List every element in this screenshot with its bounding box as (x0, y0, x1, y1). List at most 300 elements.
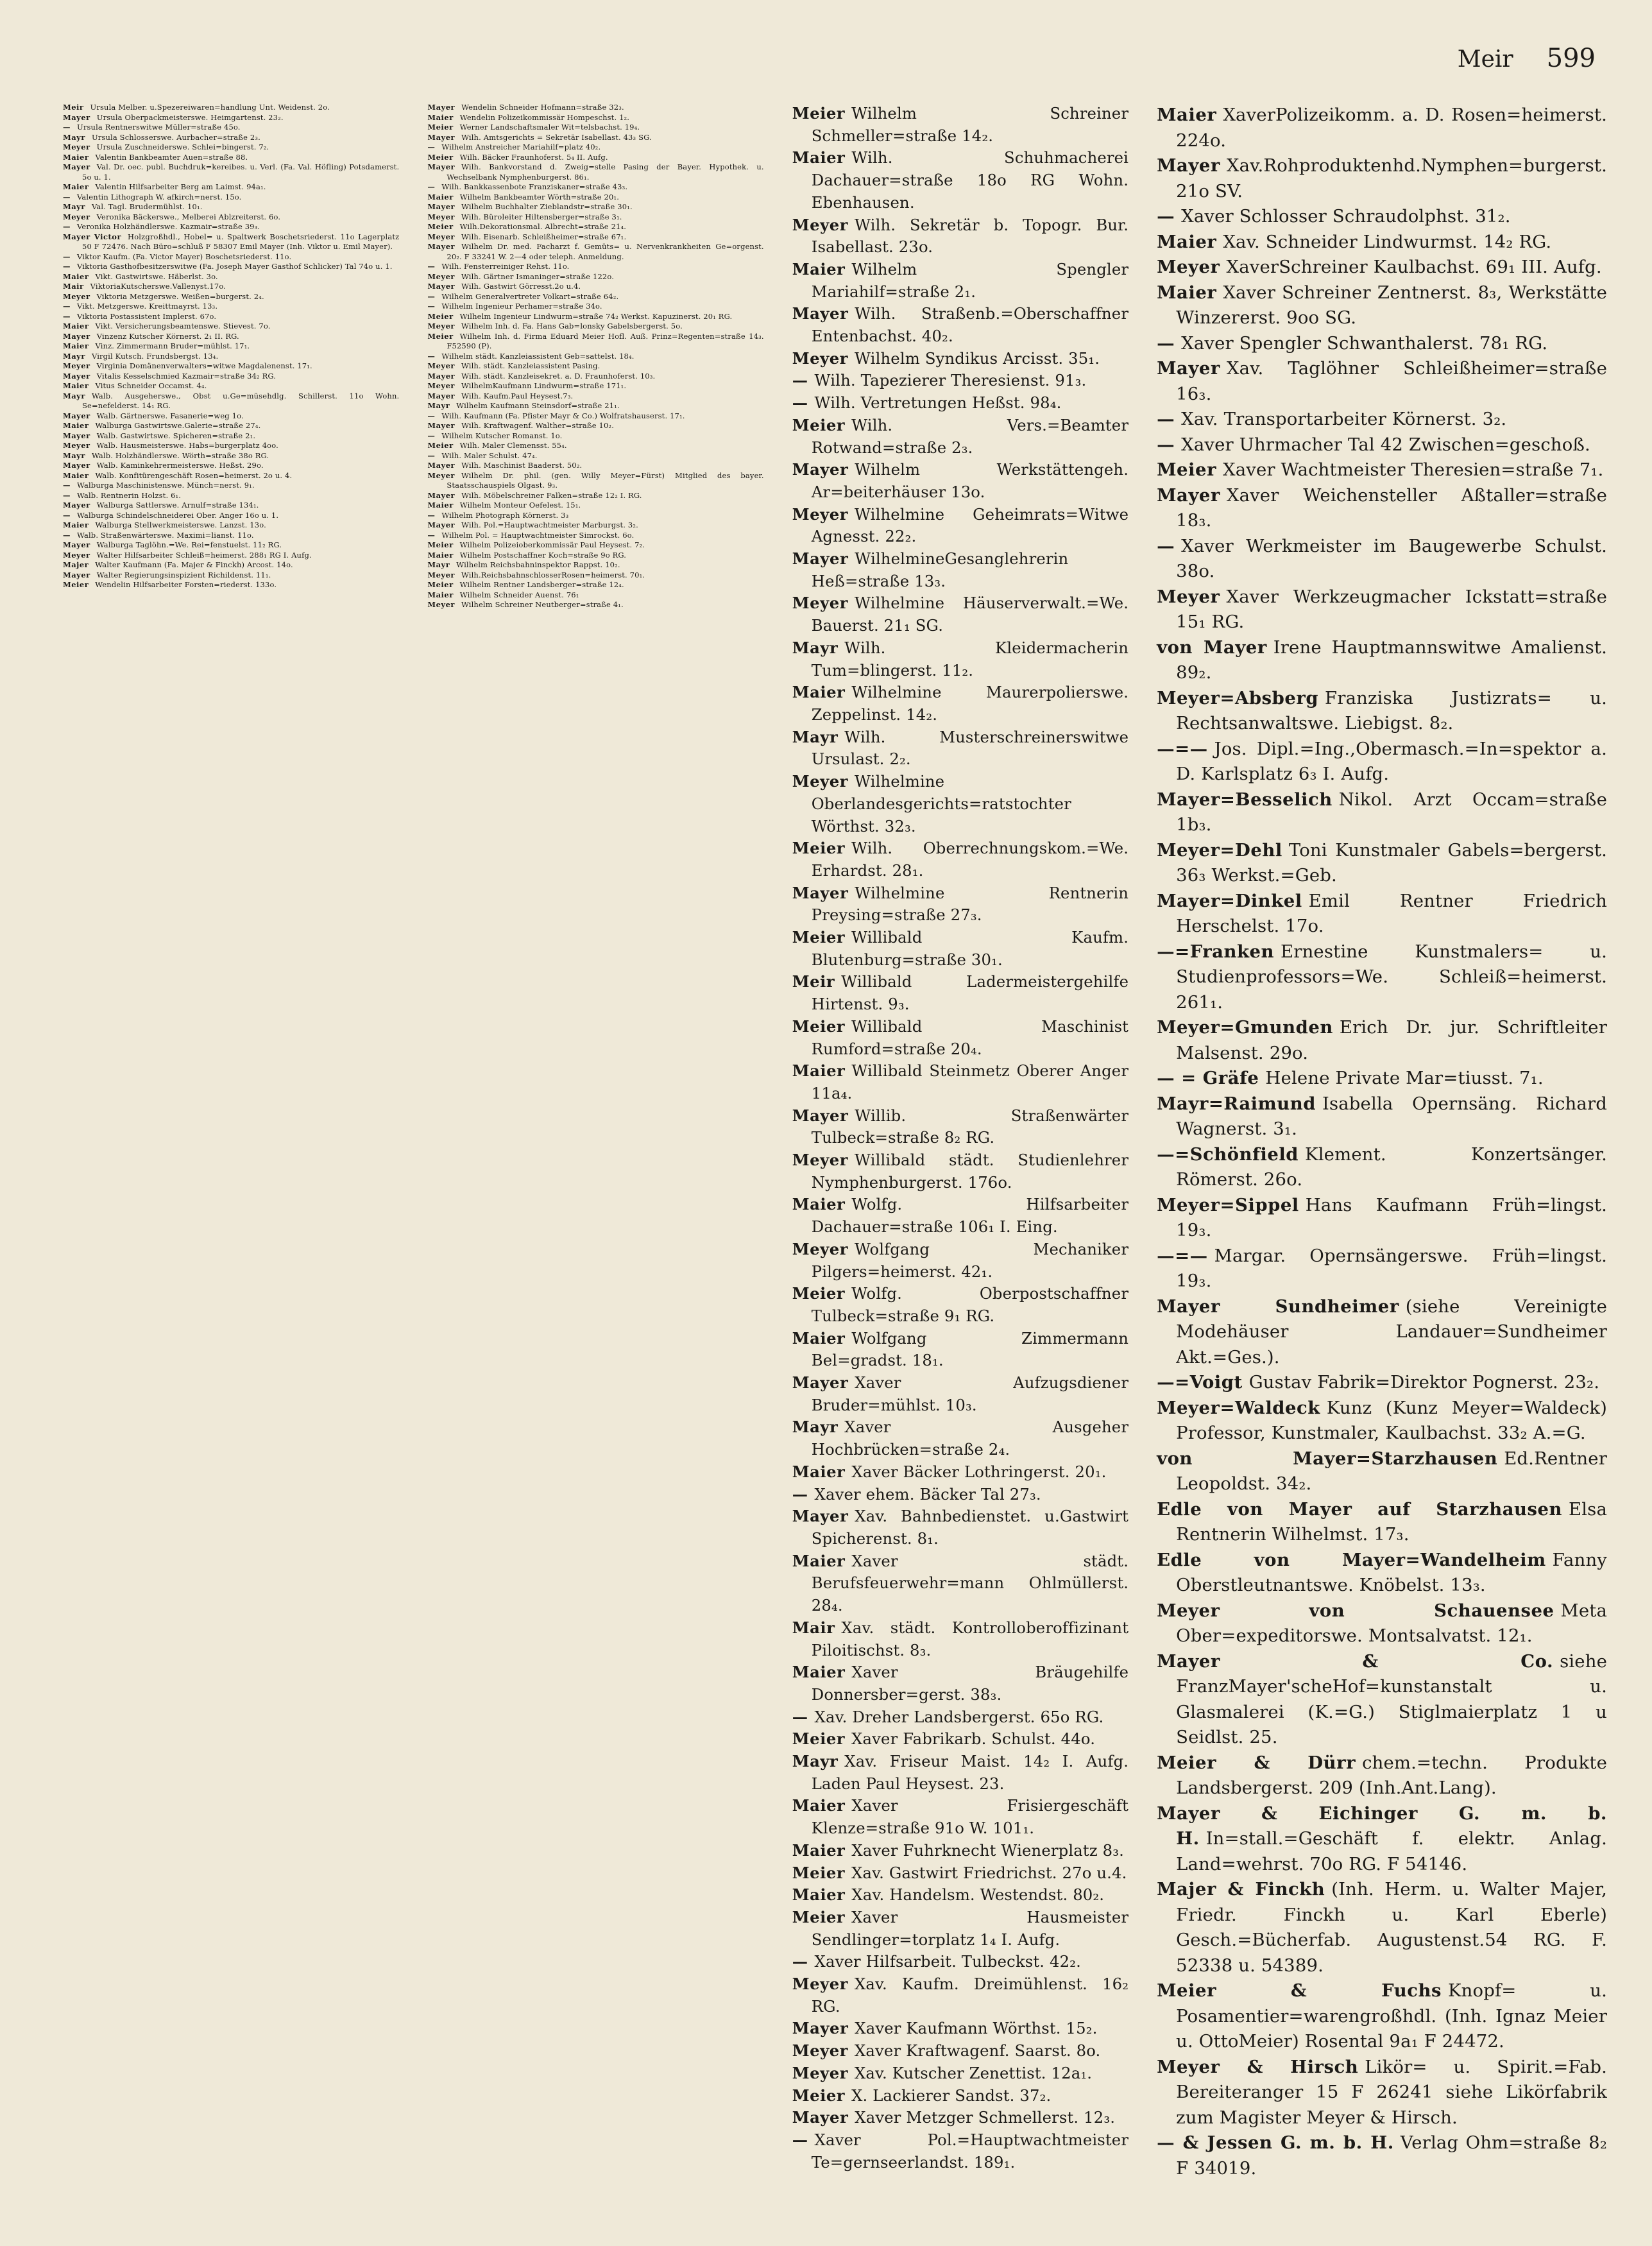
entry-surname: Mair (63, 282, 84, 291)
entry-surname: Mayer (427, 162, 456, 171)
directory-entry (427, 421, 763, 431)
directory-entry (792, 2062, 1128, 2085)
directory-entry (427, 193, 763, 203)
entry-surname: Meyer=Gmunden (1157, 1017, 1333, 1038)
directory-entry (427, 222, 763, 232)
entry-details: Franziska Justizrats= u. Rechtsanwaltswe. Liebigst. 8₂. (1176, 687, 1607, 733)
entry-details: Wolfgang Mechaniker Pilgers=heimerst. 42₁. (811, 1239, 1129, 1281)
directory-entry (792, 637, 1128, 682)
entry-surname: Meir (792, 972, 835, 991)
directory-entry (792, 103, 1128, 147)
directory-entry (792, 1060, 1128, 1104)
entry-surname: Mayer (792, 2108, 849, 2127)
entry-surname: Meyer (792, 1239, 848, 1258)
entry-details: Walburga Stellwerkmeisterswe. Lanzst. 13o. (95, 520, 266, 529)
entry-details: Xaver Werkmeister im Baugewerbe Schulst. 38o. (1176, 535, 1607, 581)
entry-surname: Maier (1157, 105, 1217, 125)
entry-details: Xav. Handelsm. Westendst. 80₂. (851, 1885, 1105, 1905)
directory-entry (792, 214, 1128, 259)
entry-surname: Meyer (1157, 257, 1220, 277)
entry-details: Wilh. Musterschreinerswitwe Ursulast. 2₂. (811, 727, 1129, 769)
entry-details: Helene Private Mar=tiusst. 7₁. (1265, 1068, 1544, 1088)
entry-details: Wendelin Polizeikommissär Hompeschst. 1₂. (459, 112, 630, 122)
directory-entry (427, 142, 763, 153)
directory-entry (427, 332, 763, 352)
entry-details: Wilh. Büroleiter Hiltensberger=straße 3₁. (461, 212, 622, 221)
entry-details: Wilhelm Syndikus Arcisst. 35₁. (854, 348, 1100, 368)
entry-surname: Mayer Victor (63, 232, 122, 241)
directory-entry (63, 491, 399, 501)
entry-details: Xaver Fuhrknecht Wienerplatz 8₃. (851, 1840, 1125, 1860)
entry-surname: Mayer (63, 540, 90, 549)
entry-surname: Mayer (1157, 358, 1220, 379)
entry-surname: — (792, 1707, 808, 1726)
entry-surname: Mayr (792, 1752, 839, 1771)
entry-surname: — (792, 371, 808, 390)
directory-entry (1157, 1751, 1607, 1801)
entry-details: Wilh. Pol.=Hauptwachtmeister Marburgst. 3₂. (461, 520, 638, 529)
directory-entry (427, 113, 763, 123)
entry-details: Vikt. Versicherungsbeamtenswe. Stievest. 7o. (95, 321, 271, 330)
entry-details: Wilhelmine Häuserverwalt.=We. Bauerst. 21₁ SG. (811, 594, 1129, 635)
directory-entry (792, 1416, 1128, 1461)
entry-details: Wilhelm Kutscher Romanst. 1o. (441, 431, 563, 440)
entry-surname: Meier (427, 222, 454, 231)
entry-surname: — (63, 123, 71, 132)
directory-entry (792, 259, 1128, 303)
entry-details: Wilh. Kaufmann (Fa. Pfister Mayr & Co.) Wolfratshauserst. 17₁. (441, 411, 685, 420)
entry-surname: Mayr (792, 727, 839, 746)
entry-surname: — (427, 302, 436, 311)
directory-entry (792, 1194, 1128, 1238)
entry-details: Walb. Rentnerin Holzst. 6₁. (77, 490, 182, 500)
directory-entry (427, 312, 763, 322)
entry-surname: — (427, 431, 436, 440)
directory-entry (63, 471, 399, 481)
entry-details: Walb. Straßenwärterswe. Maximi=lianst. 11o. (77, 530, 254, 540)
entry-details: Wilhelm Inh. d. Firma Eduard Meier Hofl. Auß. Prinz=Regenten=straße 14₃. F52590 (P). (447, 331, 764, 350)
directory-entry (427, 282, 763, 292)
entry-surname: Meyer (427, 381, 455, 390)
entry-details: Walburga Maschinistenswe. Münch=nerst. 9₁. (77, 481, 255, 490)
entry-details: Xaver ehem. Bäcker Tal 27₃. (814, 1484, 1041, 1504)
directory-entry (427, 451, 763, 461)
entry-details: Wilh. Oberrechnungskom.=We. Erhardst. 28₁. (811, 839, 1129, 880)
directory-entry (63, 570, 399, 581)
directory-entry (1157, 1801, 1607, 1878)
entry-details: Wilh. Gärtner Ismaninger=straße 122o. (461, 271, 615, 281)
entry-details: Walter Regierungsinspizient Richildenst. 11₁. (96, 570, 271, 579)
entry-surname: Maier (792, 1551, 846, 1570)
entry-details: Klement. Konzertsänger. Römerst. 26o. (1176, 1144, 1607, 1190)
entry-details: XaverPolizeikomm. a. D. Rosen=heimerst. 224o. (1176, 105, 1607, 151)
entry-surname: Maier (792, 1061, 846, 1081)
directory-entry (792, 370, 1128, 392)
entry-details: Xav. städt. Kontrolloberoffizinant Piloitischst. 8₃. (811, 1618, 1129, 1659)
entry-surname: Edle von Mayer=Wandelheim (1157, 1549, 1546, 1570)
directory-entry (792, 1728, 1128, 1751)
entry-details: Valentin Hilfsarbeiter Berg am Laimst. 94a₁. (95, 182, 266, 191)
directory-entry (427, 262, 763, 272)
entry-surname: Mayer (63, 162, 90, 171)
entry-surname: Meyer (792, 215, 848, 234)
directory-entry (792, 1751, 1128, 1795)
directory-entry (792, 837, 1128, 882)
entry-surname: Meyer (427, 570, 455, 579)
directory-entry (427, 381, 763, 391)
entry-details: Wilhelmine Geheimrats=Witwe Agnesst. 22₂. (811, 504, 1129, 546)
entry-surname: Maier (63, 152, 89, 162)
entry-details: Wilhelm Monteur Oefelest. 15₁. (459, 501, 581, 510)
entry-surname: — (427, 182, 436, 191)
entry-details: Wendelin Schneider Hofmann=straße 32₃. (461, 103, 624, 112)
entry-surname: Maier (63, 381, 89, 390)
entry-surname: Mayr (63, 202, 85, 211)
entry-surname: Mayer (792, 883, 849, 902)
directory-entry (792, 548, 1128, 592)
entry-surname: Mayer (427, 282, 456, 291)
entry-surname: Meyer (427, 361, 455, 370)
entry-details: Wilh. Vertretungen Heßst. 98₄. (814, 393, 1062, 413)
directory-entry (63, 193, 399, 203)
directory-entry (1157, 356, 1607, 407)
directory-entry (427, 551, 763, 561)
entry-details: Virgil Kutsch. Frundsbergst. 13₄. (91, 351, 219, 361)
directory-entry (63, 520, 399, 531)
entry-details: Xaver Fabrikarb. Schulst. 44o. (851, 1729, 1096, 1749)
entry-surname: Meier (792, 839, 846, 858)
entry-surname: Meier (427, 441, 454, 450)
entry-details: Valentin Bankbeamter Auen=straße 88. (95, 152, 248, 162)
directory-entry (427, 212, 763, 223)
entry-surname: Mayer (427, 202, 456, 211)
directory-entry (63, 501, 399, 511)
entry-details: Xaver städt. Berufsfeuerwehr=mann Ohlmüllerst. 28₄. (811, 1551, 1129, 1615)
directory-entry (792, 1795, 1128, 1839)
entry-details: Wilhelm Schreiner Schmeller=straße 14₂. (811, 104, 1129, 145)
entry-surname: Mayr (427, 401, 450, 410)
entry-surname: Maier (427, 550, 454, 560)
entry-surname: Majer & Finckh (1157, 1879, 1325, 1899)
entry-details: Viktoria Postassistent Implerst. 67o. (77, 311, 217, 321)
entry-surname: Meier & Fuchs (1157, 1980, 1442, 2001)
entry-details: Isabella Opernsäng. Richard Wagnerst. 3₁. (1176, 1093, 1607, 1139)
entry-surname: —=— (1157, 738, 1208, 759)
entry-details: WilhelmineGesanglehrerin Heß=straße 13₃. (811, 549, 1069, 590)
directory-entry (1157, 1244, 1607, 1294)
directory-entry (427, 471, 763, 491)
entry-details: Werner Landschaftsmaler Wit=telsbachst. 19₄. (459, 123, 640, 132)
entry-details: Willibald Kaufm. Blutenburg=straße 30₁. (811, 928, 1129, 969)
directory-entry (792, 1016, 1128, 1060)
entry-surname: Maier (792, 1840, 846, 1860)
directory-entry (63, 560, 399, 570)
entry-details: Xav. Kaufm. Dreimühlenst. 16₂ RG. (811, 1975, 1129, 2016)
entry-surname: Mayer (427, 371, 456, 381)
entry-surname: — (427, 530, 436, 540)
column-3 (792, 103, 1128, 2220)
entry-surname: Meyer (427, 232, 455, 241)
directory-entry (63, 341, 399, 352)
directory-entry (427, 232, 763, 243)
entry-details: Xaver Hausmeister Sendlinger=torplatz 1₄ I. Aufg. (811, 1907, 1129, 1949)
entry-surname: Mayer (427, 421, 456, 430)
directory-entry (1157, 2130, 1607, 2181)
column-1 (63, 103, 399, 2220)
entry-surname: Maier (792, 1796, 846, 1815)
directory-entry (63, 540, 399, 551)
entry-details: Xaver Schlosser Schraudolphst. 31₂. (1181, 206, 1511, 227)
entry-surname: — (792, 1952, 808, 1971)
entry-details: Wilhelm Photograph Körnerst. 3₃ (441, 510, 569, 520)
entry-details: Wilh. Schuhmacherei Dachauer=straße 18o RG Wohn. Ebenhausen. (811, 148, 1129, 212)
directory-entry (792, 1328, 1128, 1372)
entry-surname: — (1157, 206, 1175, 227)
directory-entry (63, 312, 399, 322)
entry-surname: Mayer (427, 490, 456, 500)
entry-surname: — (63, 262, 71, 271)
entry-surname: Mayer Sundheimer (1157, 1296, 1399, 1317)
entry-details: Walter Hilfsarbeiter Schleiß=heimerst. 288₁ RG I. Aufg. (96, 550, 312, 560)
entry-details: Wilh. Fensterreiniger Rehst. 11o. (441, 262, 570, 271)
entry-surname: Mayer (1157, 155, 1220, 176)
directory-entry (63, 551, 399, 561)
entry-surname: Meyer (427, 470, 455, 480)
entry-details: Wolfg. Oberpostschaffner Tulbeck=straße 9₁ RG. (811, 1284, 1129, 1325)
entry-details: Xaver Frisiergeschäft Klenze=straße 91o W. 101₁. (811, 1796, 1129, 1838)
directory-entry (792, 1149, 1128, 1194)
directory-entry (427, 531, 763, 541)
directory-entry (427, 302, 763, 312)
entry-details: Vikt. Metzgerswe. Kreittmayrst. 13₃. (77, 302, 218, 311)
entry-surname: — (63, 302, 71, 311)
entry-details: Wilhelm Anstreicher Mariahilf=platz 40₂. (441, 142, 601, 151)
entry-details: Wilhelm städt. Kanzleiassistent Geb=sattelst. 18₄. (441, 351, 634, 361)
entry-details: Xav. Transportarbeiter Körnerst. 3₂. (1181, 409, 1507, 429)
entry-surname: Maier (427, 112, 454, 122)
directory-entry (427, 590, 763, 601)
directory-entry (63, 372, 399, 382)
entry-details: Wilh. Bankkassenbote Franziskaner=straße 43₃. (441, 182, 628, 191)
entry-surname: Mayer (792, 1507, 849, 1526)
directory-entry (427, 361, 763, 372)
directory-entry (1157, 483, 1607, 534)
entry-details: Wilhelm Schreiner Neutberger=straße 4₁. (461, 600, 624, 609)
directory-entry (1157, 1294, 1607, 1371)
entry-details: Valentin Lithograph W. afkirch=nerst. 15o. (77, 192, 242, 201)
entry-surname: —=Schönfield (1157, 1144, 1299, 1165)
entry-details: Wilhelm Werkstättengeh. Ar=beiterhäuser 13o. (811, 460, 1129, 501)
entry-details: Willib. Straßenwärter Tulbeck=straße 8₂ RG. (811, 1106, 1129, 1147)
directory-entry (63, 212, 399, 223)
directory-entry (1157, 103, 1607, 153)
directory-entry (1157, 1599, 1607, 1649)
entry-surname: Meyer (63, 142, 90, 151)
entry-details: Wilh. Kraftwagenf. Walther=straße 10₂. (461, 421, 614, 430)
entry-surname: Meyer=Sippel (1157, 1194, 1299, 1215)
directory-entry (1157, 1548, 1607, 1599)
entry-details: (siehe Vereinigte Modehäuser Landauer=Sundheimer Akt.=Ges.). (1176, 1296, 1607, 1367)
entry-surname: Maier (427, 192, 454, 201)
entry-surname: Meyer (792, 348, 848, 368)
entry-surname: Meier (792, 1907, 846, 1926)
directory-entry (792, 1840, 1128, 1862)
directory-entry (427, 182, 763, 193)
entry-details: Xav.Rohproduktenhd.Nymphen=burgerst. 21o SV. (1176, 155, 1607, 201)
entry-surname: Mayer (427, 520, 456, 529)
entry-details: Wilhelm Ingenieur Lindwurm=straße 74₂ Werkst. Kapuzinerst. 20₁ RG. (459, 311, 733, 321)
directory-entry (792, 1973, 1128, 2018)
directory-entry (63, 252, 399, 262)
directory-entry (792, 1105, 1128, 1149)
directory-entry (792, 1283, 1128, 1327)
entry-surname: Meir (63, 103, 84, 112)
entry-surname: Maier (792, 1328, 846, 1348)
entry-details: Wilh. Bankvorstand d. Zweig=stelle Pasing der Bayer. Hypothek. u. Wechselbank Nymphenburgerst. 86₁. (447, 162, 764, 182)
entry-surname: Meier (792, 1016, 846, 1036)
entry-details: Wilhelm Inh. d. Fa. Hans Gab=lonsky Gabelsbergerst. 5o. (461, 321, 683, 330)
entry-surname: Mayer (63, 461, 90, 470)
entry-details: Walb. Gastwirtswe. Spicheren=straße 2₁. (96, 431, 256, 440)
directory-entry (792, 1907, 1128, 1951)
entry-details: Wilh. Kaufm.Paul Heysest.7₃. (461, 391, 574, 400)
directory-columns (63, 103, 1607, 2220)
entry-details: Ursula Rentnerswitwe Müller=straße 45o. (77, 123, 241, 132)
directory-entry (792, 147, 1128, 214)
entry-surname: Mayer (63, 331, 90, 341)
page-header (1458, 44, 1596, 73)
entry-surname: Meyer=Dehl (1157, 839, 1282, 861)
entry-details: Wilhelm Polizeioberkommissär Paul Heysest. 7₂. (459, 540, 645, 549)
entry-surname: —=Voigt (1157, 1372, 1243, 1393)
directory-entry (792, 971, 1128, 1015)
entry-details: Wilh. städt. Kanzleiassistent Pasing. (461, 361, 600, 370)
directory-entry (63, 352, 399, 362)
entry-details: Xaver Spengler Schwanthalerst. 78₁ RG. (1181, 332, 1548, 354)
entry-details: Fanny Oberstleutnantswe. Knöbelst. 13₃. (1176, 1549, 1607, 1595)
directory-entry (427, 441, 763, 451)
directory-entry (792, 1951, 1128, 1973)
directory-entry (792, 2040, 1128, 2062)
entry-details: Hans Kaufmann Früh=lingst. 19₃. (1176, 1194, 1607, 1240)
entry-details: Wilh. Kleidermacherin Tum=blingerst. 11₂. (811, 638, 1129, 680)
entry-details: Holzgroßhdl., Hobel= u. Spaltwerk Boschetsriederst. 11o Lagerplatz 50 F 72476. Nach Büro=schluß F 58307 Emil Mayer (Inh. Viktor u. Emil Mayer). (82, 232, 400, 251)
entry-surname: Maier (792, 1663, 846, 1682)
entry-surname: Mayer (792, 549, 849, 569)
entry-details: Ursula Oberpackmeisterswe. Heimgartenst. 23₂. (96, 112, 284, 122)
directory-entry (427, 123, 763, 133)
directory-entry (63, 302, 399, 312)
directory-entry (1157, 1446, 1607, 1497)
directory-entry (792, 1862, 1128, 1885)
directory-entry (427, 391, 763, 402)
entry-details: Likör= u. Spirit.=Fab. Bereiteranger 15 F 26241 siehe Likörfabrik zum Magister Meyer & Hirsch. (1176, 2056, 1608, 2128)
directory-entry (1157, 204, 1607, 230)
directory-entry (1157, 407, 1607, 433)
entry-details: Vitus Schneider Occamst. 4₄. (95, 381, 207, 390)
entry-surname: Meier (792, 1863, 846, 1882)
entry-surname: Mayer (427, 103, 456, 112)
entry-surname: Mayer & Co. (1157, 1650, 1554, 1672)
directory-entry (63, 262, 399, 272)
entry-details: Walb. Kaminkehrermeisterswe. Heßst. 29o. (96, 461, 264, 470)
entry-details: Walb. Konfitürengeschäft Rosen=heimerst. 2o u. 4. (95, 470, 293, 480)
directory-entry (792, 2107, 1128, 2129)
entry-details: Wilhelm Ingenieur Perhamer=straße 34o. (441, 302, 602, 311)
directory-entry (63, 451, 399, 461)
directory-entry (63, 182, 399, 193)
entry-details: Xaver Kraftwagenf. Saarst. 8o. (854, 2041, 1101, 2061)
entry-details: Walburga Sattlerswe. Arnulf=straße 134₁. (96, 501, 259, 510)
entry-surname: Meyer (792, 504, 848, 524)
entry-details: Xav. Schneider Lindwurmst. 14₂ RG. (1223, 231, 1552, 252)
directory-entry (1157, 1370, 1607, 1396)
entry-surname: Meyer (427, 271, 455, 281)
entry-surname: — (63, 252, 71, 261)
directory-entry (1157, 635, 1607, 686)
entry-surname: Meyer (792, 2041, 848, 2061)
directory-entry (427, 292, 763, 302)
entry-surname: — (427, 411, 436, 420)
entry-surname: Meier (427, 152, 454, 162)
entry-surname: Maier (63, 182, 89, 191)
directory-entry (63, 142, 399, 153)
entry-surname: Meyer (427, 321, 455, 330)
entry-surname: Maier (63, 520, 89, 529)
directory-entry (1157, 255, 1607, 280)
entry-surname: Maier (792, 1195, 846, 1214)
entry-surname: Meier (427, 580, 454, 589)
entry-surname: Mayer (427, 391, 456, 400)
entry-details: Walburga Gastwirtswe.Galerie=straße 27₄. (95, 421, 261, 430)
directory-entry (792, 1372, 1128, 1416)
entry-details: Val. Dr. oec. publ. Buchdruk=kereibes. u. Verl. (Fa. Val. Höfling) Potsdamerst. 5o u. 1. (82, 162, 400, 182)
entry-details: Xav. Kutscher Zenettist. 12a₁. (854, 2063, 1093, 2082)
directory-entry (63, 321, 399, 332)
directory-entry (1157, 534, 1607, 585)
directory-entry (1157, 1497, 1607, 1548)
entry-details: Ursula Melber. u.Spezereiwaren=handlung Unt. Weidenst. 2o. (90, 103, 330, 112)
entry-surname: Mayer (792, 1373, 849, 1393)
directory-entry (792, 303, 1128, 347)
entry-surname: Maier (1157, 282, 1217, 303)
entry-details: Wilhelm Pol. = Hauptwachtmeister Simrockst. 6o. (441, 530, 634, 540)
entry-surname: Meier (792, 2086, 846, 2105)
entry-details: Walb. Ausgeherswe., Obst u.Ge=müsehdlg. Schillerst. 11o Wohn. Se=nefelderst. 14₁ RG. (82, 391, 400, 410)
entry-surname: Edle von Mayer auf Starzhausen (1157, 1498, 1563, 1520)
entry-surname: Mayr (63, 450, 85, 460)
entry-surname: Mayer (63, 411, 90, 420)
entry-surname: von Mayer=Starzhausen (1157, 1448, 1498, 1469)
entry-details: Nikol. Arzt Occam=straße 1b₃. (1176, 789, 1607, 835)
entry-details: Xaver Weichensteller Aßtaller=straße 18₃. (1176, 484, 1607, 531)
entry-surname: — (427, 291, 436, 301)
directory-entry (427, 461, 763, 471)
entry-surname: Majer (63, 560, 89, 569)
entry-details: Willibald Maschinist Rumford=straße 20₄. (811, 1016, 1129, 1058)
entry-surname: Maier (63, 470, 89, 480)
directory-entry (427, 511, 763, 521)
entry-details: Xaver Schreiner Zentnerst. 8₃, Werkstätte Winzererst. 9oo SG. (1176, 282, 1607, 328)
entry-surname: — (792, 2130, 808, 2149)
entry-details: Ed.Rentner Leopoldst. 34₂. (1176, 1448, 1607, 1494)
directory-entry (1157, 230, 1607, 255)
entry-details: XaverSchreiner Kaulbachst. 69₁ III. Aufg. (1226, 257, 1602, 277)
entry-surname: Maier (427, 501, 454, 510)
directory-entry (792, 682, 1128, 726)
entry-details: Wilhelm Dr. med. Facharzt f. Gemüts= u. Nervenkrankheiten Ge=orgenst. 20₂. F 33241 W. 2—4 oder teleph. Anmeldung. (447, 242, 764, 261)
entry-details: Wilh. städt. Kanzleisekret. a. D. Fraunhoferst. 10₃. (461, 371, 656, 381)
